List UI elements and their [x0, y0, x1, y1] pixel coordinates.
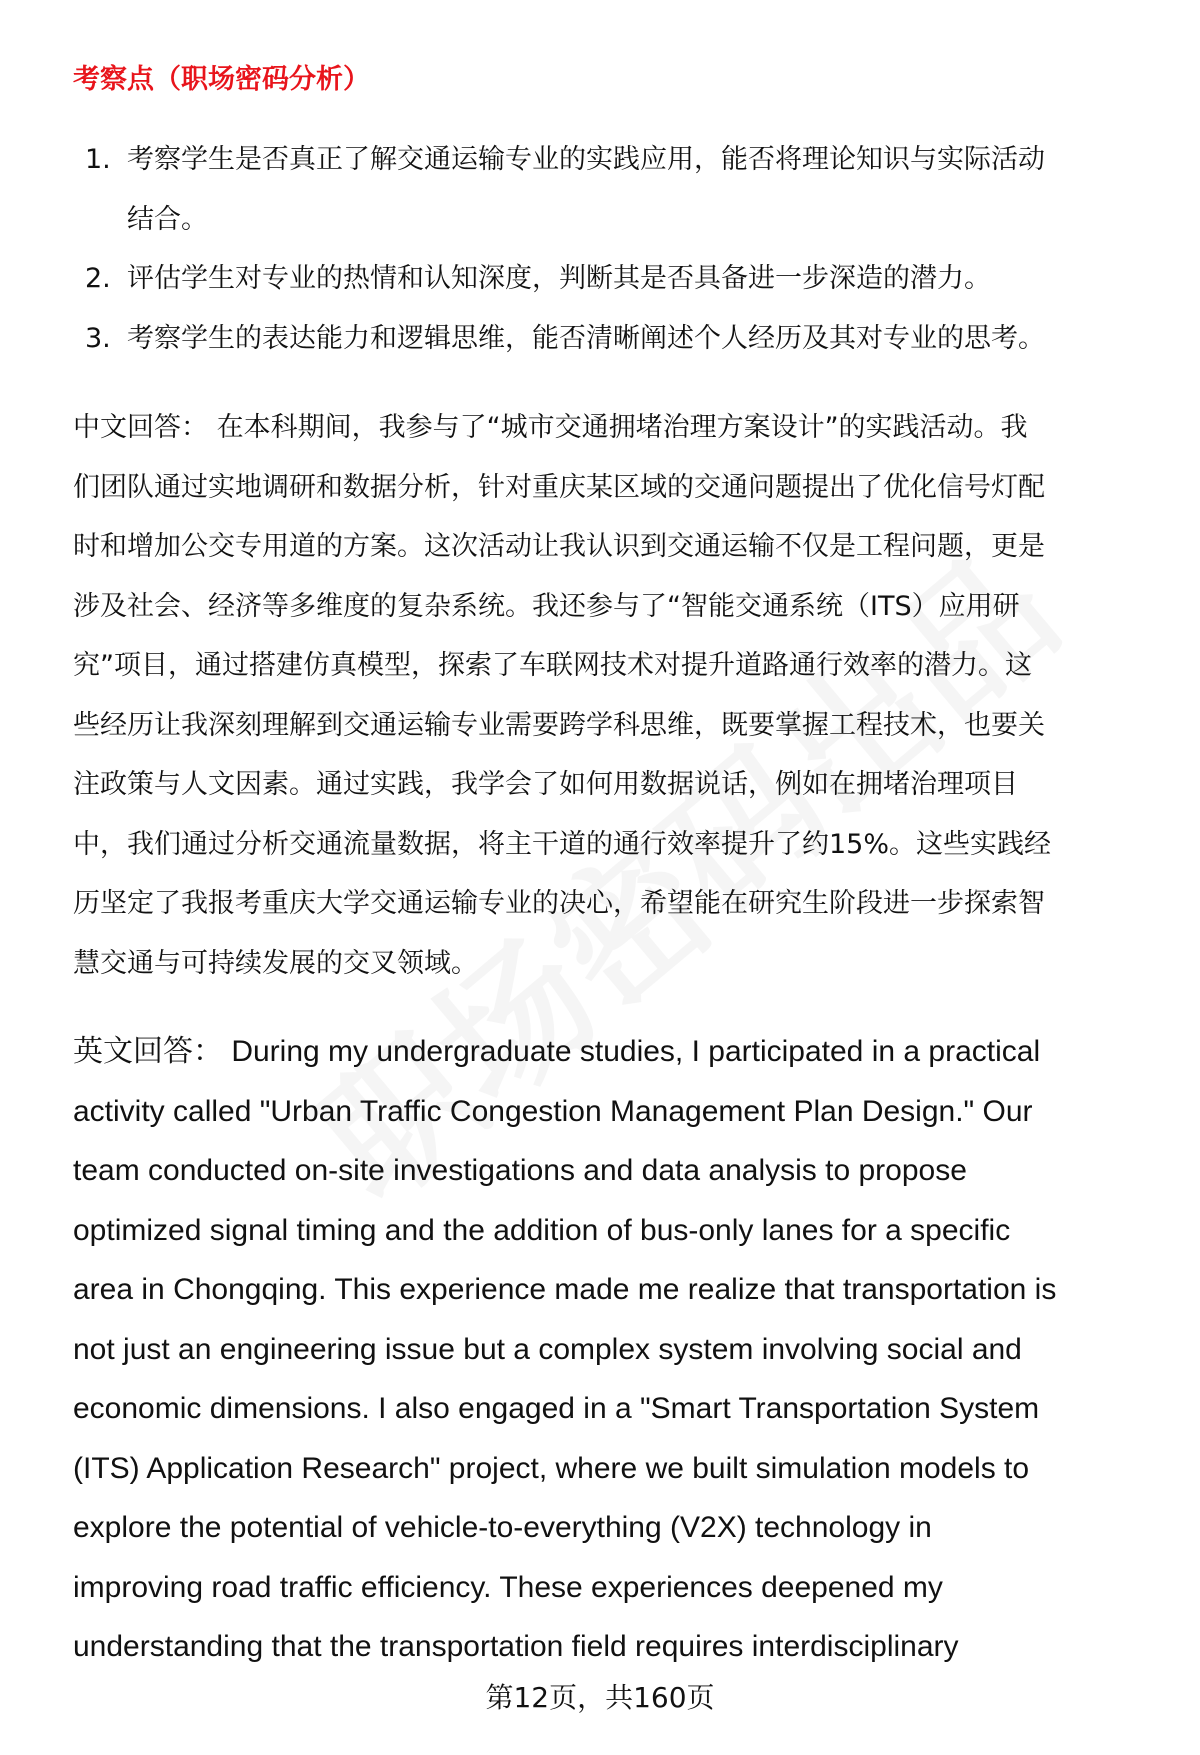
list-item-text-line: 考察学生是否真正了解交通运输专业的实践应用，能否将理论知识与实际活动	[127, 144, 1045, 175]
paragraph-line: optimized signal timing and the addition of bus-only lanes for a specific	[73, 1213, 1011, 1247]
paragraph-line: economic dimensions. I also engaged in a "Smart Transportation System	[73, 1392, 1040, 1425]
paragraph-line: understanding that the transportation field requires interdisciplinary	[73, 1630, 959, 1663]
paragraph-line: (ITS) Application Research" project, where we built simulation models to	[73, 1451, 1030, 1485]
list-item-number: 3.	[85, 322, 111, 354]
list-item-number: 1.	[85, 144, 111, 175]
paragraph-line: 注政策与人文因素。通过实践，我学会了如何用数据说话，例如在拥堵治理项目	[73, 769, 1018, 800]
paragraph-line: 些经历让我深刻理解到交通运输专业需要跨学科思维，既要掌握工程技术，也要关	[73, 709, 1045, 741]
paragraph-line: 慧交通与可持续发展的交叉领域。	[73, 947, 478, 979]
list-item-text-line: 结合。	[127, 203, 208, 235]
page-number: 第12页，共160页	[485, 1681, 715, 1714]
paragraph-line: not just an engineering issue but a complex system involving social and	[73, 1332, 1022, 1366]
paragraph-line: area in Chongqing. This experience made me realize that transportation is	[73, 1273, 1057, 1306]
paragraph-line: 们团队通过实地调研和数据分析，针对重庆某区域的交通问题提出了优化信号灯配	[73, 471, 1045, 503]
paragraph-line: activity called "Urban Traffic Congestion Management Plan Design." Our	[73, 1094, 1033, 1128]
section-title: 考察点（职场密码分析）	[73, 64, 370, 95]
paragraph-line: 时和增加公交专用道的方案。这次活动让我认识到交通运输不仅是工程问题，更是	[73, 531, 1045, 562]
chinese-answer	[73, 398, 1163, 993]
list-item-number: 2.	[85, 263, 111, 294]
list-item-text-line: 评估学生对专业的热情和认知深度，判断其是否具备进一步深造的潜力。	[127, 263, 991, 294]
paragraph-line: team conducted on-site investigations and data analysis to propose	[73, 1154, 967, 1187]
paragraph-line: 中文回答： 在本科期间，我参与了“城市交通拥堵治理方案设计”的实践活动。我	[73, 412, 1028, 443]
paragraph-line: 中，我们通过分析交通流量数据，将主干道的通行效率提升了约15%。这些实践经	[73, 828, 1052, 860]
list-item	[73, 249, 1163, 309]
assessment-points-list	[73, 130, 1163, 368]
paragraph-line: 英文回答： During my undergraduate studies, I participated in a practical	[73, 1035, 1041, 1068]
paragraph-line: 究”项目，通过搭建仿真模型，探索了车联网技术对提升道路通行效率的潜力。这	[73, 650, 1032, 681]
paragraph-line: 涉及社会、经济等多维度的复杂系统。我还参与了“智能交通系统（ITS）应用研	[73, 590, 1020, 622]
paragraph-line: improving road traffic efficiency. These experiences deepened my	[73, 1570, 943, 1604]
list-item	[73, 130, 1163, 249]
paragraph-line: explore the potential of vehicle-to-everything (V2X) technology in	[73, 1511, 932, 1544]
paragraph-line: 历坚定了我报考重庆大学交通运输专业的决心，希望能在研究生阶段进一步探索智	[73, 888, 1045, 919]
english-answer	[73, 1022, 1163, 1677]
list-item	[73, 309, 1163, 369]
list-item-text-line: 考察学生的表达能力和逻辑思维，能否清晰阐述个人经历及其对专业的思考。	[127, 322, 1045, 354]
